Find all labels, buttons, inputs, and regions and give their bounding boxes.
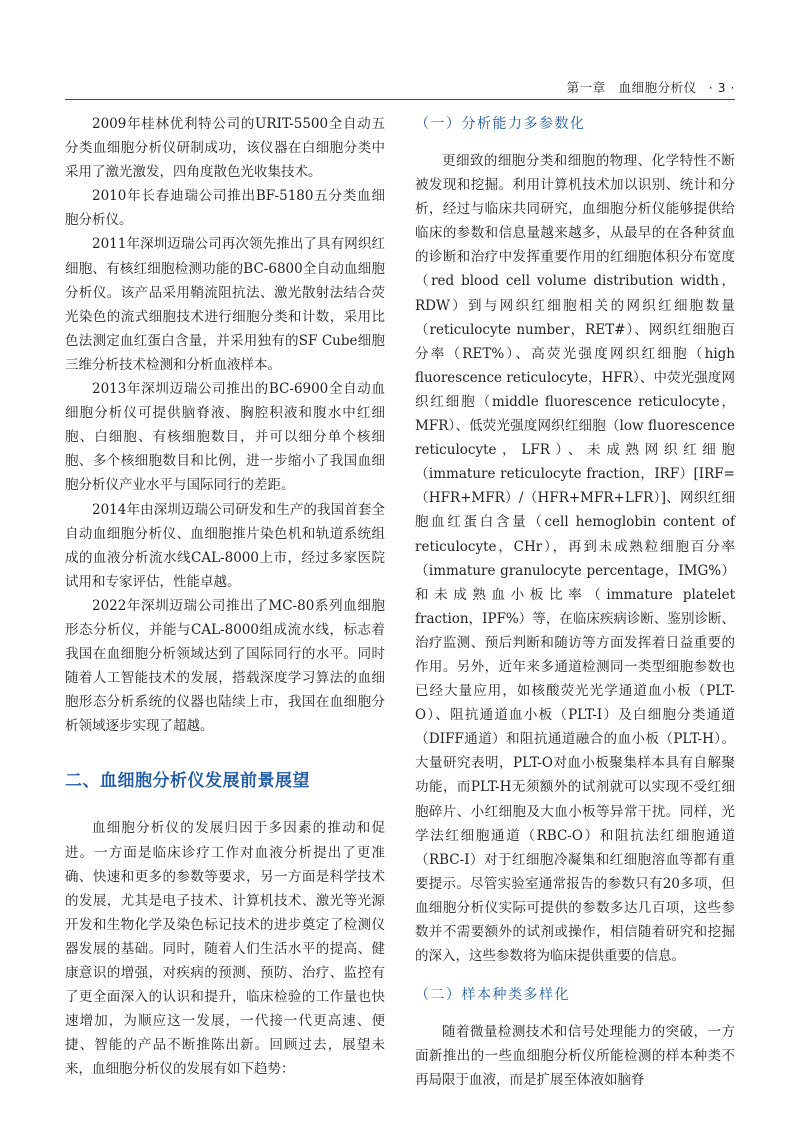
paragraph-development-trends: 血细胞分析仪的发展归因于多因素的推动和促进。一方面是临床诊疗工作对血液分析提出了更准确、快速和更多的参数等要求，另一方面是科学技术的发展，尤其是电子技术、计算机技术、激光等光源开发和生物化学及染色标记技术的进步奠定了检测仪器发展的基础。同时，随着人们生活水平的提高、健康意识的增强，对疾病的预测、预防、治疗、监控有了更全面深入的认识和提升，临床检验的工作量也快速增加，为顺应这一发展，一代接一代更高速、便捷、智能的产品不断推陈出新。回顾过去，展望未来，血细胞分析仪的发展有如下趋势： — [65, 820, 385, 1078]
subheading-sample-types: （二）样本种类多样化 — [415, 987, 570, 1004]
paragraph-bc-6800: 2011年深圳迈瑞公司再次领先推出了具有网织红细胞、有核红细胞检测功能的BC-6800全自动血细胞分析仪。该产品采用鞘流阻抗法、激光散射法结合荧光染色的流式细胞技术进行细胞分类和计数，采用比色法测定血红蛋白含量，并采用独有的SF Cube细胞三维分析技术检测和分析血液样本。 — [65, 236, 385, 373]
page-number: · 3 · — [708, 80, 735, 95]
paragraph-urit-5500: 2009年桂林优利特公司的URIT-5500全自动五分类血细胞分析仪研制成功，该仪器在白细胞分类中采用了激光激发，四角度散色光收集技术。 — [65, 116, 385, 181]
running-header — [567, 78, 735, 96]
paragraph-sample-types: 随着微量检测技术和信号处理能力的突破，一方面新推出的一些血细胞分析仪所能检测的样本种类不再局限于血液，而是扩展至体液如脑脊 — [415, 1024, 735, 1089]
paragraph-bc-6900: 2013年深圳迈瑞公司推出的BC-6900全自动血细胞分析仪可提供脑脊液、胸腔积液和腹水中红细胞、白细胞、有核细胞数目，并可以细分单个核细胞、多个核细胞数目和比例，进一步缩小了我国血细胞分析仪产业水平与国际同行的差距。 — [65, 381, 385, 494]
header-rule — [65, 99, 735, 100]
right-column — [415, 112, 735, 1092]
chapter-title: 第一章 血细胞分析仪 — [566, 80, 697, 95]
left-column — [65, 112, 385, 1081]
paragraph-multiparameter: 更细致的细胞分类和细胞的物理、化学特性不断被发现和挖掘。利用计算机技术加以识别、统计和分析，经过与临床共同研究，血细胞分析仪能够提供给临床的参数和信息量越来越多，从最早的在各种贫血的诊断和治疗中发挥重要作用的红细胞体积分布宽度（red blood cell volume distribution width，RDW）到与网织红细胞相关的网织红细胞数量（reticulocyte number，RET#）、网织红细胞百分率（RET%）、高荧光强度网织红细胞（high fluorescence reticulocyte，HFR）、中荧光强度网织红细胞（middle fluorescence reticulocyte，MFR）、低荧光强度网织红细胞（low fluorescence reticulocyte，LFR）、未成熟网织红细胞（immature reticulocyte fraction，IRF）[IRF=（HFR+MFR）/（HFR+MFR+LFR）]、网织红细胞血红蛋白含量（cell hemoglobin content of reticulocyte，CHr），再到未成熟粒细胞百分率（immature granulocyte percentage，IMG%）和未成熟血小板比率（immature platelet fraction，IPF%）等，在临床疾病诊断、鉴别诊断、治疗监测、预后判断和随访等方面发挥着日益重要的作用。另外，近年来多通道检测同一类型细胞参数也已经大量应用，如核酸荧光光学通道血小板（PLT-O）、阻抗通道血小板（PLT-I）及白细胞分类通道（DIFF通道）和阻抗通道融合的血小板（PLT-H）。大量研究表明，PLT-O对血小板聚集样本具有自解聚功能，而PLT-H无须额外的试剂就可以实现不受红细胞碎片、小红细胞及大血小板等异常干扰。同样，光学法红细胞通道（RBC-O）和阻抗法红细胞通道（RBC-I）对于红细胞冷凝集和红细胞溶血等都有重要提示。尽管实验室通常报告的参数只有20多项，但血细胞分析仪实际可提供的参数多达几百项，这些参数并不需要额外的试剂或操作，相信随着研究和挖掘的深入，这些参数将为临床提供重要的信息。 — [415, 153, 735, 965]
paragraph-mc-80: 2022年深圳迈瑞公司推出了MC-80系列血细胞形态分析仪，并能与CAL-8000组成流水线，标志着我国在血细胞分析领域达到了国际同行的水平。同时随着人工智能技术的发展，搭载深度学习算法的血细胞形态分析系统的仪器也陆续上市，我国在血细胞分析领域逐步实现了超越。 — [65, 597, 385, 735]
paragraph-bf-5180: 2010年长春迪瑞公司推出BF-5180五分类血细胞分析仪。 — [65, 188, 385, 229]
paragraph-cal-8000: 2014年由深圳迈瑞公司研发和生产的我国首套全自动血细胞分析仪、血细胞推片染色机和轨道系统组成的血液分析流水线CAL-8000上市，经过多家医院试用和专家评估，性能卓越。 — [65, 501, 385, 590]
subheading-multiparameter: （一）分析能力多参数化 — [415, 116, 586, 132]
section-heading: 二、血细胞分析仪发展前景展望 — [65, 771, 310, 792]
